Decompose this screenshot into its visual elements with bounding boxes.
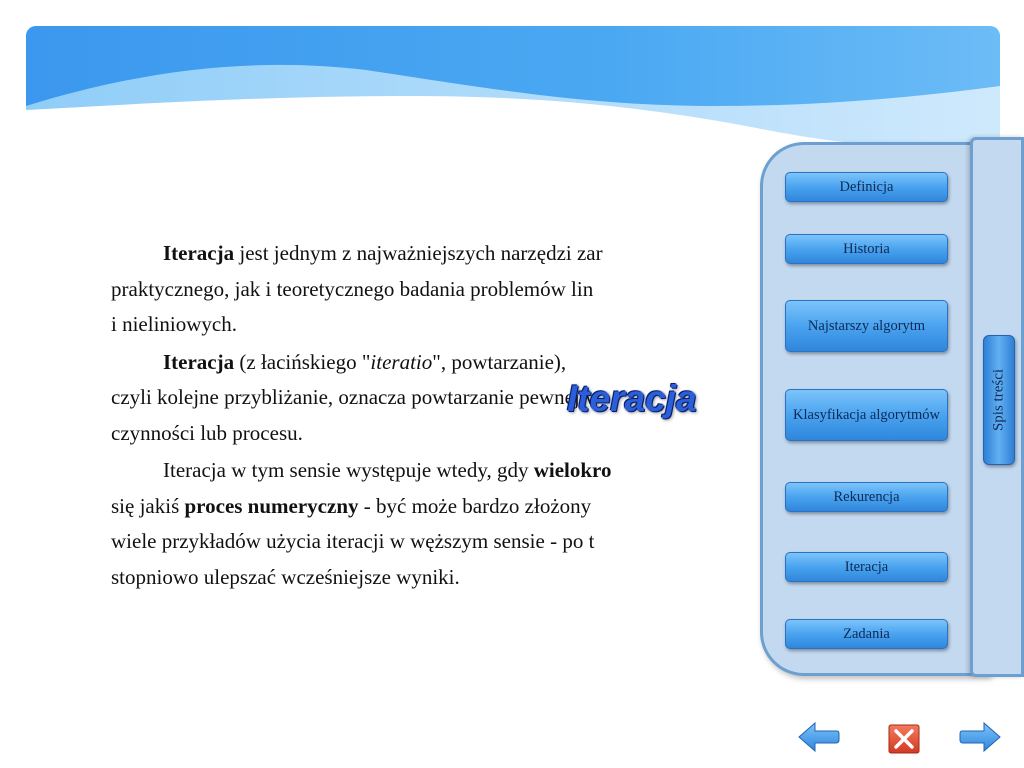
forward-button[interactable] — [958, 720, 1002, 754]
arrow-right-icon — [958, 720, 1002, 754]
text-run: czynności lub procesu. — [111, 420, 303, 445]
paragraph — [111, 345, 811, 452]
paragraph — [111, 453, 811, 595]
toc-button-label: Historia — [843, 241, 890, 257]
text-run: ", powtarzanie), — [432, 349, 567, 374]
toc-button-label: Iteracja — [844, 559, 889, 575]
text-run: się jakiś — [111, 493, 185, 518]
text-run: Iteracja — [163, 349, 235, 374]
toc-button-label: Klasyfikacja algorytmów — [793, 407, 940, 423]
text-run: jest jednym z najważniejszych narzędzi zar — [234, 241, 603, 265]
toc-button-iteracja[interactable] — [785, 552, 948, 582]
toc-button-historia[interactable] — [785, 234, 948, 264]
text-run: (z łacińskiego " — [234, 349, 371, 374]
text-run: stopniowo ulepszać wcześniejsze wyniki. — [111, 564, 460, 589]
close-button[interactable] — [888, 724, 920, 754]
toc-toggle-tab[interactable] — [983, 335, 1015, 465]
text-run: Iteracja w tym sensie występuje wtedy, gdy — [163, 458, 534, 482]
content-text — [111, 236, 811, 597]
text-run: czyli kolejne przybliżanie, oznacza powtarzanie pewnej w — [111, 385, 601, 409]
text-run: wielokro — [533, 458, 612, 482]
text-run: Iteracja — [163, 241, 235, 265]
toc-button-label: Definicja — [839, 179, 894, 195]
text-run: praktycznego, jak i teoretycznego badania problemów lin — [111, 276, 594, 301]
slide-title: Iteracja — [567, 378, 697, 419]
toc-button-label: Rekurencja — [833, 489, 900, 505]
text-run: - być może bardzo złożony — [358, 493, 592, 518]
toc-button-najstarszy-algorytm[interactable] — [785, 300, 948, 352]
close-icon — [888, 724, 920, 754]
back-button[interactable] — [797, 720, 841, 754]
paragraph — [111, 236, 811, 343]
toc-button-label: Zadania — [843, 626, 890, 642]
text-run: proces numeryczny — [184, 493, 359, 518]
text-run: wiele przykładów użycia iteracji w węższym sensie - po t — [111, 529, 595, 553]
toc-button-label: Najstarszy algorytm — [807, 318, 926, 334]
toc-button-klasyfikacja-algorytmow[interactable] — [785, 389, 948, 441]
toc-button-definicja[interactable] — [785, 172, 948, 202]
arrow-left-icon — [797, 720, 841, 754]
text-run: iteratio — [370, 349, 433, 374]
toc-button-rekurencja[interactable] — [785, 482, 948, 512]
toc-tab-label: Spis treści — [990, 368, 1007, 432]
toc-button-zadania[interactable] — [785, 619, 948, 649]
text-run: i nieliniowych. — [111, 312, 237, 336]
